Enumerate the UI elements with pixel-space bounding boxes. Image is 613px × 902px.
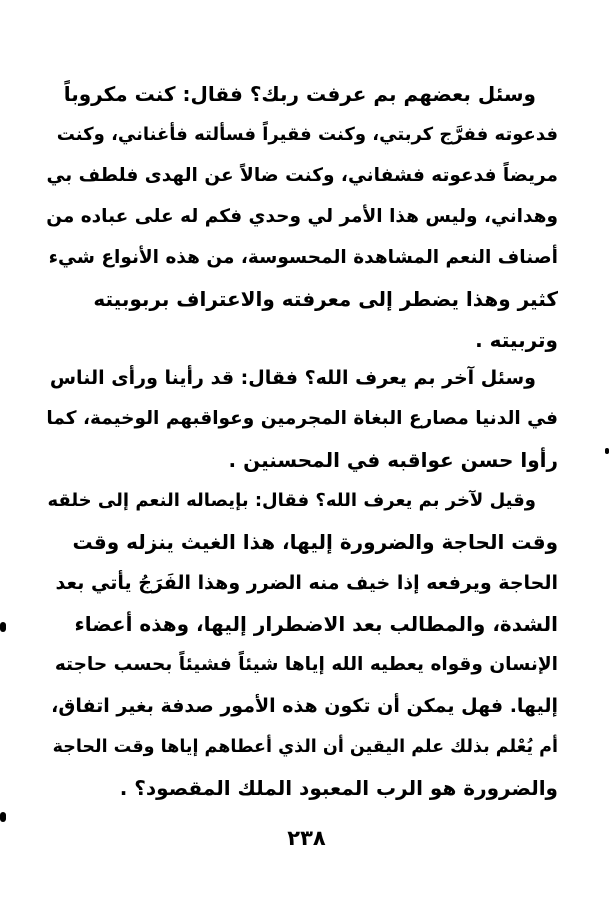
text-line: الإنسان وقواه يعطيه الله إياها شيئاً فشيئاً بحسب حاجته (54, 654, 558, 675)
text-line: الحاجة ويرفعه إذا خيف منه الضرر وهذا الفَرَجُ يأتي بعد (55, 572, 558, 594)
text-line: رأوا حسن عواقبه في المحسنين . (228, 448, 558, 472)
text-line: وقت الحاجة والضرورة إليها، هذا الغيث ينزله وقت (72, 530, 558, 554)
text-line: فدعوته ففرَّج كربتي، وكنت فقيراً فسألته فأغناني، وكنت (56, 124, 558, 145)
text-line: وسئل بعضهم بم عرفت ربك؟ فقال: كنت مكروباً (63, 82, 536, 106)
scan-mark (605, 448, 609, 454)
text-line: والضرورة هو الرب المعبود الملك المقصود؟ . (119, 776, 558, 800)
text-line: وهداني، وليس هذا الأمر لي وحدي فكم له على عباده من (46, 206, 558, 227)
text-line: إليها. فهل يمكن أن تكون هذه الأمور صدفة بغير اتفاق، (51, 695, 558, 717)
scan-mark (0, 812, 6, 822)
text-line: في الدنيا مصارع البغاة المجرمين وعواقبهم الوخيمة، كما (46, 408, 558, 429)
text-line: وتربيته . (475, 328, 558, 352)
text-line: أم يُعْلم بذلك علم اليقين أن الذي أعطاهم إياها وقت الحاجة (52, 737, 558, 757)
text-line: كثير وهذا يضطر إلى معرفته والاعتراف بربوبيته (93, 287, 558, 311)
text-line: مريضاً فدعوته فشفاني، وكنت ضالاً عن الهدى فلطف بي (46, 165, 558, 186)
text-line: وسئل آخر بم يعرف الله؟ فقال: قد رأينا ورأى الناس (49, 367, 536, 389)
text-line: أصناف النعم المشاهدة المحسوسة، من هذه الأنواع شيء (48, 247, 558, 268)
text-line: الشدة، والمطالب بعد الاضطرار إليها، وهذه أعضاء (74, 612, 558, 636)
page-number: ٢٣٨ (287, 826, 326, 850)
scan-mark (0, 622, 6, 632)
text-line: وقيل لآخر بم يعرف الله؟ فقال: بإيصاله النعم إلى خلقه (47, 490, 536, 511)
